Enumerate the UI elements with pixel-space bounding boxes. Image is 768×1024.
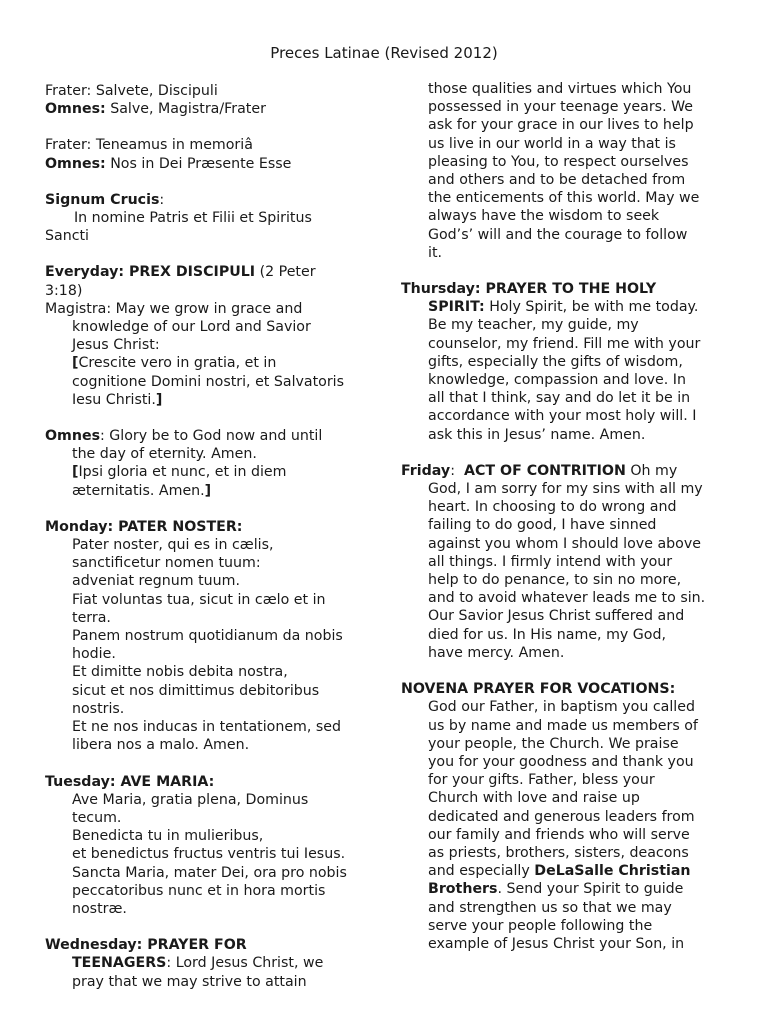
signum-text-2: Sancti	[45, 228, 89, 245]
prayer-line: against you whom I should love above	[428, 535, 701, 552]
magistra-line-2: knowledge of our Lord and Savior	[72, 319, 311, 336]
everyday-ref: 3:18)	[45, 282, 83, 299]
prayer-line: terra.	[72, 609, 111, 626]
prayer-line: God’s’ will and the courage to follow	[428, 226, 688, 243]
prayer-line: Pater noster, qui es in cælis,	[72, 537, 274, 554]
right-column	[401, 80, 731, 953]
ipsi-line-2: æternitatis. Amen.]	[72, 482, 212, 499]
crescite-line-3: Iesu Christi.]	[72, 391, 163, 408]
memoria-omnes: Omnes: Nos in Dei Præsente Esse	[45, 155, 292, 172]
prayer-line: the enticements of this world. May we	[428, 190, 700, 207]
prayer-line: failing to do good, I have sinned	[428, 517, 657, 534]
prayer-line: counselor, my friend. Fill me with your	[428, 335, 701, 352]
thursday-line: SPIRIT: Holy Spirit, be with me today.	[428, 299, 699, 316]
monday-heading: Monday: PATER NOSTER:	[45, 518, 243, 535]
prayer-line: et benedictus fructus ventris tui Iesus.	[72, 846, 346, 863]
magistra-line: Magistra: May we grow in grace and	[45, 300, 303, 317]
greeting-omnes: Omnes: Salve, Magistra/Frater	[45, 101, 266, 118]
novena-heading: NOVENA PRAYER FOR VOCATIONS:	[401, 681, 676, 698]
friday-prayer	[401, 480, 731, 662]
prayer-line: God our Father, in baptism you called	[428, 699, 695, 716]
prayer-line: for your gifts. Father, bless your	[428, 772, 655, 789]
page-title: Preces Latinae (Revised 2012)	[270, 44, 498, 62]
prayer-line: us live in our world in a way that is	[428, 135, 676, 152]
prayer-line: tecum.	[72, 809, 122, 826]
prayer-line: heart. In choosing to do wrong and	[428, 499, 677, 516]
wednesday-line: TEENAGERS: Lord Jesus Christ, we	[72, 955, 324, 972]
signum-text: In nomine Patris et Filii et Spiritus	[74, 210, 312, 227]
everyday-heading: Everyday: PREX DISCIPULI (2 Peter	[45, 264, 316, 281]
wednesday-line-2: pray that we may strive to attain	[72, 973, 307, 990]
prayer-line: Brothers. Send your Spirit to guide	[428, 881, 684, 898]
prayer-line: Benedicta tu in mulieribus,	[72, 828, 264, 845]
prayer-line: you for your goodness and thank you	[428, 753, 694, 770]
prayer-line: Sancta Maria, mater Dei, ora pro nobis	[72, 864, 347, 881]
prayer-line: knowledge, compassion and love. In	[428, 372, 686, 389]
prayer-line: as priests, brothers, sisters, deacons	[428, 844, 689, 861]
prayer-line: ask for your grace in our lives to help	[428, 117, 694, 134]
prayer-line: example of Jesus Christ your Son, in	[428, 935, 685, 952]
prayer-line: and to avoid whatever leads me to sin.	[428, 590, 706, 607]
prayer-line: and others and to be detached from	[428, 172, 686, 189]
prayer-line: nostris.	[72, 700, 125, 717]
prayer-line: and especially DeLaSalle Christian	[428, 863, 691, 880]
tuesday-heading: Tuesday: AVE MARIA:	[45, 773, 215, 790]
prayer-line: Be my teacher, my guide, my	[428, 317, 639, 334]
prayer-line: Et dimitte nobis debita nostra,	[72, 664, 288, 681]
prayer-line: always have the wisdom to seek	[428, 208, 660, 225]
prayer-line: your people, the Church. We praise	[428, 735, 679, 752]
prayer-line: Panem nostrum quotidianum da nobis	[72, 628, 343, 645]
prayer-line: sanctificetur nomen tuum:	[72, 555, 261, 572]
prayer-line: nostræ.	[72, 900, 127, 917]
prayer-line: Church with love and raise up	[428, 790, 640, 807]
wednesday-heading: Wednesday: PRAYER FOR	[45, 937, 247, 954]
prayer-line: libera nos a malo. Amen.	[72, 737, 250, 754]
crescite-line-1: [Crescite vero in gratia, et in	[72, 355, 277, 372]
prayer-line: hodie.	[72, 646, 116, 663]
omnes-line-2: the day of eternity. Amen.	[72, 446, 257, 463]
thursday-prayer	[401, 316, 731, 443]
friday-heading: Friday: ACT OF CONTRITION Oh my	[401, 462, 678, 479]
prayer-line: Et ne nos inducas in tentationem, sed	[72, 719, 342, 736]
prayer-line: have mercy. Amen.	[428, 644, 565, 661]
crescite-line-2: cognitione Domini nostri, et Salvatoris	[72, 373, 345, 390]
prayer-line: gifts, especially the gifts of wisdom,	[428, 353, 683, 370]
prayer-line: all that I think, say and do let it be in	[428, 390, 691, 407]
monday-prayer	[45, 536, 375, 754]
left-column	[45, 82, 375, 991]
prayer-line: Ave Maria, gratia plena, Dominus	[72, 791, 309, 808]
memoria-frater: Frater: Teneamus in memoriâ	[45, 137, 253, 154]
thursday-heading: Thursday: PRAYER TO THE HOLY	[401, 281, 657, 298]
prayer-line: accordance with your most holy will. I	[428, 408, 697, 425]
greeting-frater: Frater: Salvete, Discipuli	[45, 83, 218, 99]
prayer-line: adveniat regnum tuum.	[72, 573, 240, 590]
prayer-line: help to do penance, to sin no more,	[428, 572, 682, 589]
prayer-line: God, I am sorry for my sins with all my	[428, 481, 703, 498]
signum-heading: Signum Crucis:	[45, 191, 165, 208]
prayer-line: pleasing to You, to respect ourselves	[428, 153, 689, 170]
prayer-line: Our Savior Jesus Christ suffered and	[428, 608, 685, 625]
prayer-line: our family and friends who will serve	[428, 826, 690, 843]
prayer-line: possessed in your teenage years. We	[428, 99, 694, 116]
prayer-line: us by name and made us members of	[428, 717, 698, 734]
prayer-line: Fiat voluntas tua, sicut in cælo et in	[72, 591, 326, 608]
tuesday-prayer	[45, 791, 375, 918]
ipsi-line-1: [Ipsi gloria et nunc, et in diem	[72, 464, 287, 481]
magistra-line-3: Jesus Christ:	[72, 337, 160, 354]
wednesday-continued	[401, 80, 731, 262]
prayer-line: serve your people following the	[428, 917, 653, 934]
prayer-line: sicut et nos dimittimus debitoribus	[72, 682, 320, 699]
prayer-line: ask this in Jesus’ name. Amen.	[428, 426, 646, 443]
prayer-line: those qualities and virtues which You	[428, 81, 692, 97]
prayer-line: dedicated and generous leaders from	[428, 808, 695, 825]
prayer-line: died for us. In His name, my God,	[428, 626, 666, 643]
prayer-line: all things. I firmly intend with your	[428, 553, 673, 570]
omnes-line: Omnes: Glory be to God now and until	[45, 428, 323, 445]
prayer-line: peccatoribus nunc et in hora mortis	[72, 882, 326, 899]
novena-prayer	[401, 698, 731, 953]
prayer-line: and strengthen us so that we may	[428, 899, 672, 916]
prayer-line: it.	[428, 244, 443, 261]
